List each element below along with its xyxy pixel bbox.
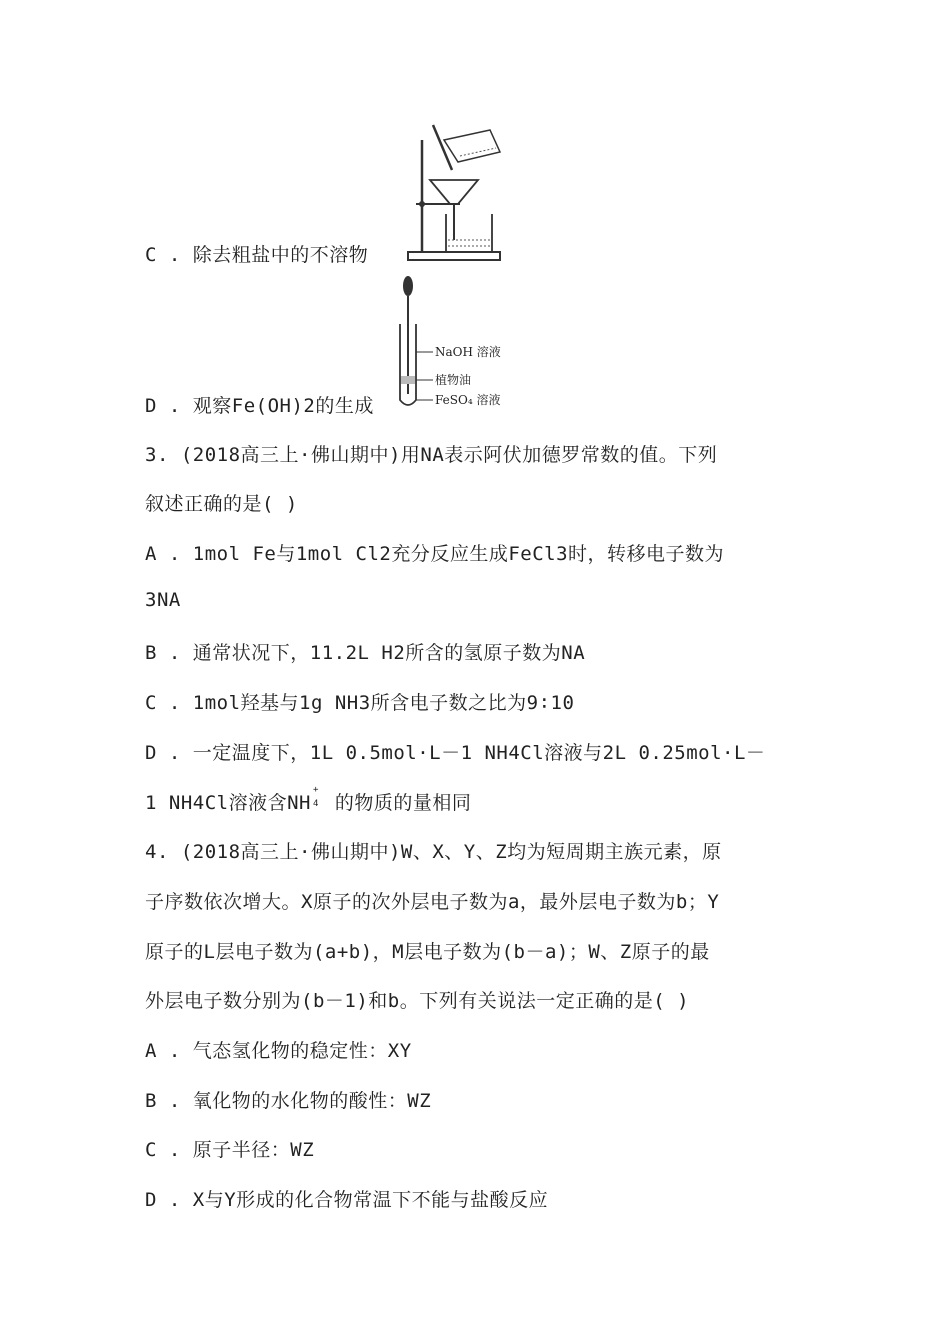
naoh-label: NaOH 溶液: [435, 345, 501, 359]
q4-option-b: B . 氧化物的水化物的酸性：WZ: [145, 1090, 432, 1112]
q3-stem-line2: 叙述正确的是( ): [145, 493, 298, 515]
q3-option-b: B . 通常状况下，11.2L H2所含的氢原子数为NA: [145, 642, 586, 664]
q3-option-d-cont: [145, 785, 472, 815]
subscript-four: 4: [312, 799, 319, 809]
q2-option-d: D . 观察Fe(OH)2的生成: [145, 395, 374, 417]
filtration-apparatus-figure: [400, 122, 510, 264]
q3-option-d: D . 一定温度下，1L 0.5mol·L－1 NH4Cl溶液与2L 0.25mol·L－: [145, 742, 766, 764]
q3-stem-line1: 3. (2018高三上·佛山期中)用NA表示阿伏加德罗常数的值。下列: [145, 444, 718, 466]
oil-label: 植物油: [435, 373, 472, 387]
q3-option-d-text-b: 的物质的量相同: [334, 792, 472, 814]
q4-stem-line3: 原子的L层电子数为(a+b)，M层电子数为(b－a)；W、Z原子的最: [145, 941, 710, 963]
q4-option-c: C . 原子半径：WZ: [145, 1139, 315, 1161]
superscript-plus: +: [312, 785, 319, 795]
q4-option-a: A . 气态氢化物的稳定性：XY: [145, 1040, 412, 1062]
test-tube-figure: [395, 272, 515, 412]
q2-option-c: C . 除去粗盐中的不溶物: [145, 244, 369, 266]
ammonium-charge: [311, 785, 335, 814]
feso4-label: FeSO₄ 溶液: [435, 393, 501, 407]
q4-option-d: D . X与Y形成的化合物常温下不能与盐酸反应: [145, 1189, 549, 1211]
q4-stem-line2: 子序数依次增大。X原子的次外层电子数为a，最外层电子数为b；Y: [145, 891, 720, 913]
q3-option-a: A . 1mol Fe与1mol Cl2充分反应生成FeCl3时，转移电子数为: [145, 543, 725, 565]
q3-option-a-cont: 3NA: [145, 589, 181, 611]
q4-stem-line4: 外层电子数分别为(b－1)和b。下列有关说法一定正确的是( ): [145, 990, 690, 1012]
q3-option-d-text-a: 1 NH4Cl溶液含NH: [145, 792, 311, 814]
q3-option-c: C . 1mol羟基与1g NH3所含电子数之比为9∶10: [145, 692, 575, 714]
q4-stem-line1: 4. (2018高三上·佛山期中)W、X、Y、Z均为短周期主族元素，原: [145, 841, 722, 863]
